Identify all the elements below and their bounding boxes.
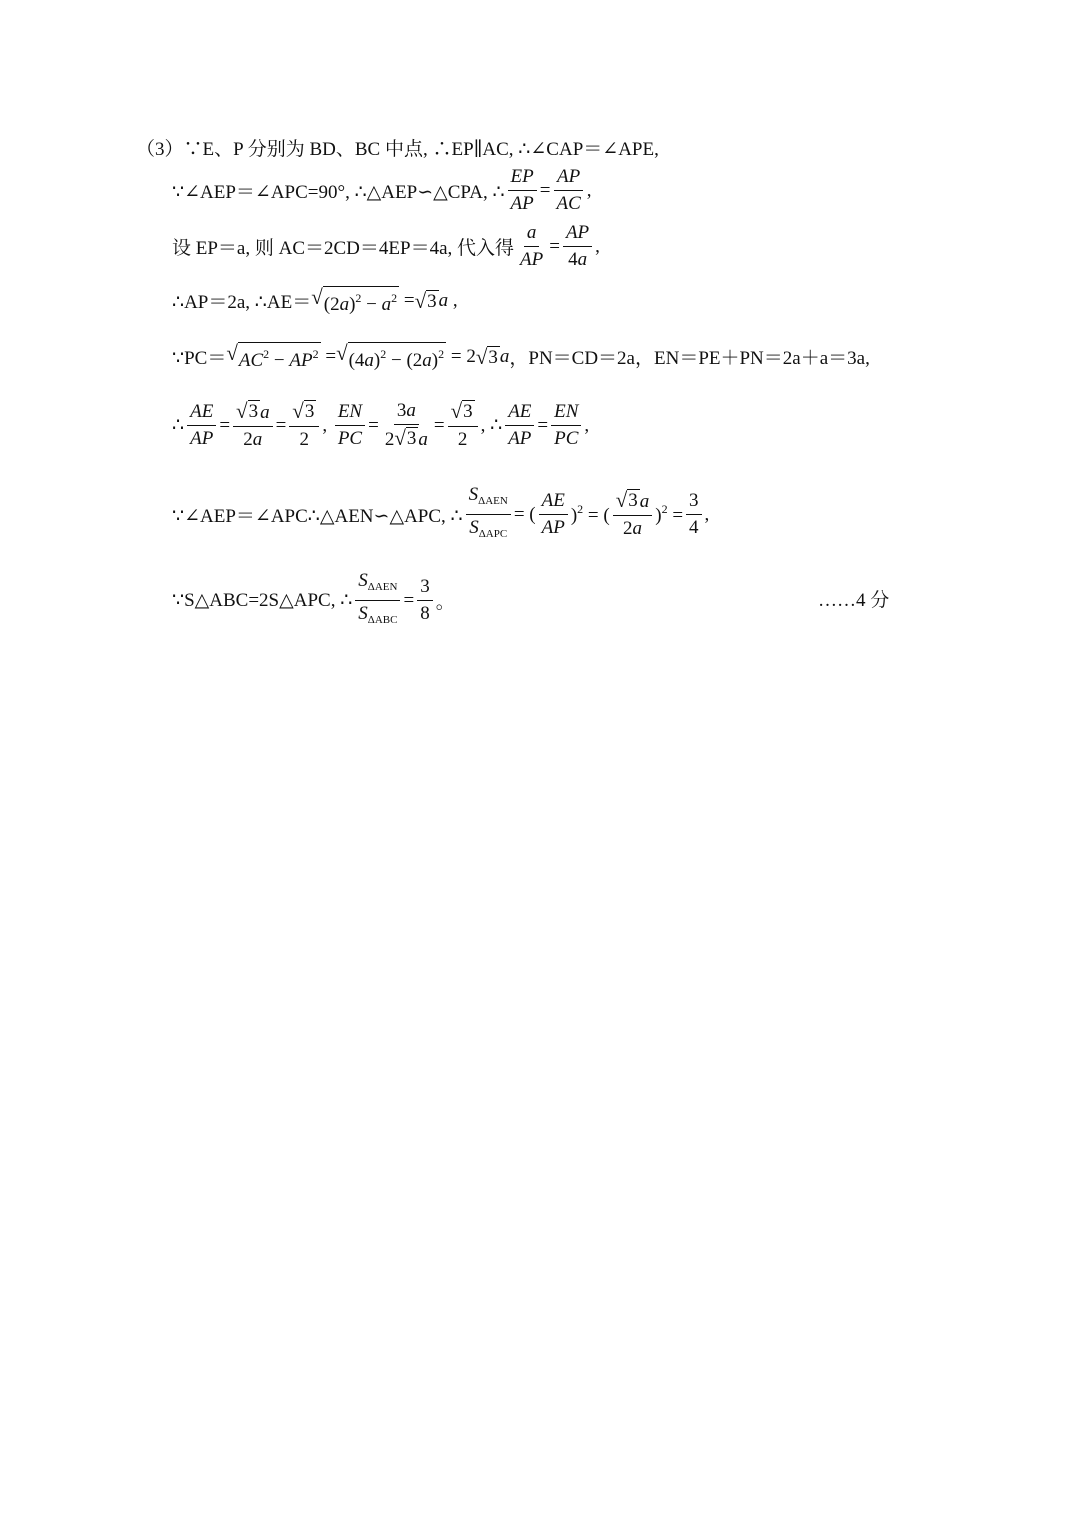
fraction-ae-ap-c: $\frac{AE}{AP}$ — [539, 490, 568, 539]
line5-prefix: ∵PC＝ — [172, 348, 227, 369]
solution-line-3: 设 EP＝a, 则 AC＝2CD＝4EP＝4a, 代入得 $\frac{a}{AP}$ = $\frac{AP}{4a}$ , — [172, 222, 600, 270]
fraction-ae-ap-b: $\frac{AE}{AP}$ — [505, 401, 534, 450]
line5-suffix: ，PN＝CD＝2a，EN＝PE＋PN＝2a＋a＝3a, — [509, 348, 870, 369]
solution-line-6: ∴ $\frac{AE}{AP}$ = √ 3 a 2a = √ 3 2 , $\frac{EN}{PC}$ = 3a 2 √ 3 a = √ 3 2 , ∴ $\frac{AE}{AP}$ = $\frac{EN}{PC}$ , — [172, 399, 590, 450]
solution-line-8: ∵S△ABC=2S△APC, ∴ $\frac{S_{\Delta AEN}}{S_{\Delta ABC}}$ = $\frac{3}{8}$ 。 — [172, 570, 455, 631]
fraction-sqrt3-2b: √ 3 2 — [448, 400, 478, 451]
fraction-a-ap: $\frac{a}{AP}$ — [520, 222, 544, 270]
sqrt-expression: √ $(2a)^2 - a^2$ — [311, 285, 398, 315]
line4-prefix: ∴AP＝2a, ∴AE＝ — [172, 292, 312, 313]
solution-line-4: ∴AP＝2a, ∴AE＝ √ $(2a)^2 - a^2$ = √ 3 a , — [172, 285, 458, 315]
line1-text: （3）∵E、P 分别为 BD、BC 中点, ∴EP∥AC, ∴∠CAP＝∠APE, — [136, 139, 659, 160]
fraction-ae-ap: $\frac{AE}{AP}$ — [187, 401, 216, 450]
fraction-3a-2sqrt3a: 3a 2 √ 3 a — [384, 400, 428, 450]
fraction-en-pc: $\frac{EN}{PC}$ — [335, 401, 365, 450]
solution-line-7: ∵∠AEP＝∠APC∴△AEN∽△APC, ∴ $\frac{S_{\Delta AEN}}{S_{\Delta APC}}$ = ( $\frac{AE}{AP}$ )$^2$ = ( √ 3 a 2a )$^2$ = $\frac{3}{4}$ , — [172, 484, 709, 545]
sqrt-4a-2a: √ $(4a)^2 - (2a)^2$ — [336, 341, 445, 371]
fraction-ap-4a: $\frac{AP}{4a}$ — [563, 222, 592, 271]
solution-line-2: ∵∠AEP＝∠APC=90°, ∴△AEP∽△CPA, ∴ $\frac{EP}{AP}$ = $\frac{AP}{AC}$ , — [172, 166, 592, 214]
line3-prefix: 设 EP＝a, 则 AC＝2CD＝4EP＝4a, 代入得 — [172, 238, 515, 259]
fraction-sqrt3a-2a: √ 3 a 2a — [233, 400, 273, 451]
fraction-ap-ac: $\frac{AP}{AC}$ — [553, 166, 583, 215]
solution-line-5: ∵PC＝ √ $AC^2 - AP^2$ = √ $(4a)^2 - (2a)^2$ = 2 √ 3 a ，PN＝CD＝2a，EN＝PE＋PN＝2a＋a＝3a, — [172, 341, 870, 371]
score-label: ……4 分 — [818, 590, 890, 611]
solution-line-1 — [136, 134, 659, 161]
fraction-sqrt3a-2a-b: √ 3 a 2a — [613, 489, 653, 540]
fraction-sqrt3-2: √ 3 2 — [289, 400, 319, 451]
fraction-3-4: $\frac{3}{4}$ — [686, 490, 702, 539]
fraction-ep-ap: $\frac{EP}{AP}$ — [508, 166, 537, 215]
sqrt-3: √ 3 — [414, 288, 437, 313]
fraction-area-aen-apc: $\frac{S_{\Delta AEN}}{S_{\Delta APC}}$ — [466, 484, 511, 545]
line2-prefix: ∵∠AEP＝∠APC=90°, ∴△AEP∽△CPA, ∴ — [172, 182, 505, 203]
line7-prefix: ∵∠AEP＝∠APC∴△AEN∽△APC, ∴ — [172, 506, 463, 527]
sqrt-ac-ap: √ $AC^2 - AP^2$ — [226, 341, 319, 371]
fraction-en-pc-b: $\frac{EN}{PC}$ — [551, 401, 581, 450]
fraction-area-aen-abc: $\frac{S_{\Delta AEN}}{S_{\Delta ABC}}$ — [355, 570, 400, 631]
fraction-3-8: $\frac{3}{8}$ — [417, 576, 433, 625]
sqrt-3: √ 3 — [475, 344, 498, 369]
line8-prefix: ∵S△ABC=2S△APC, ∴ — [172, 590, 353, 611]
